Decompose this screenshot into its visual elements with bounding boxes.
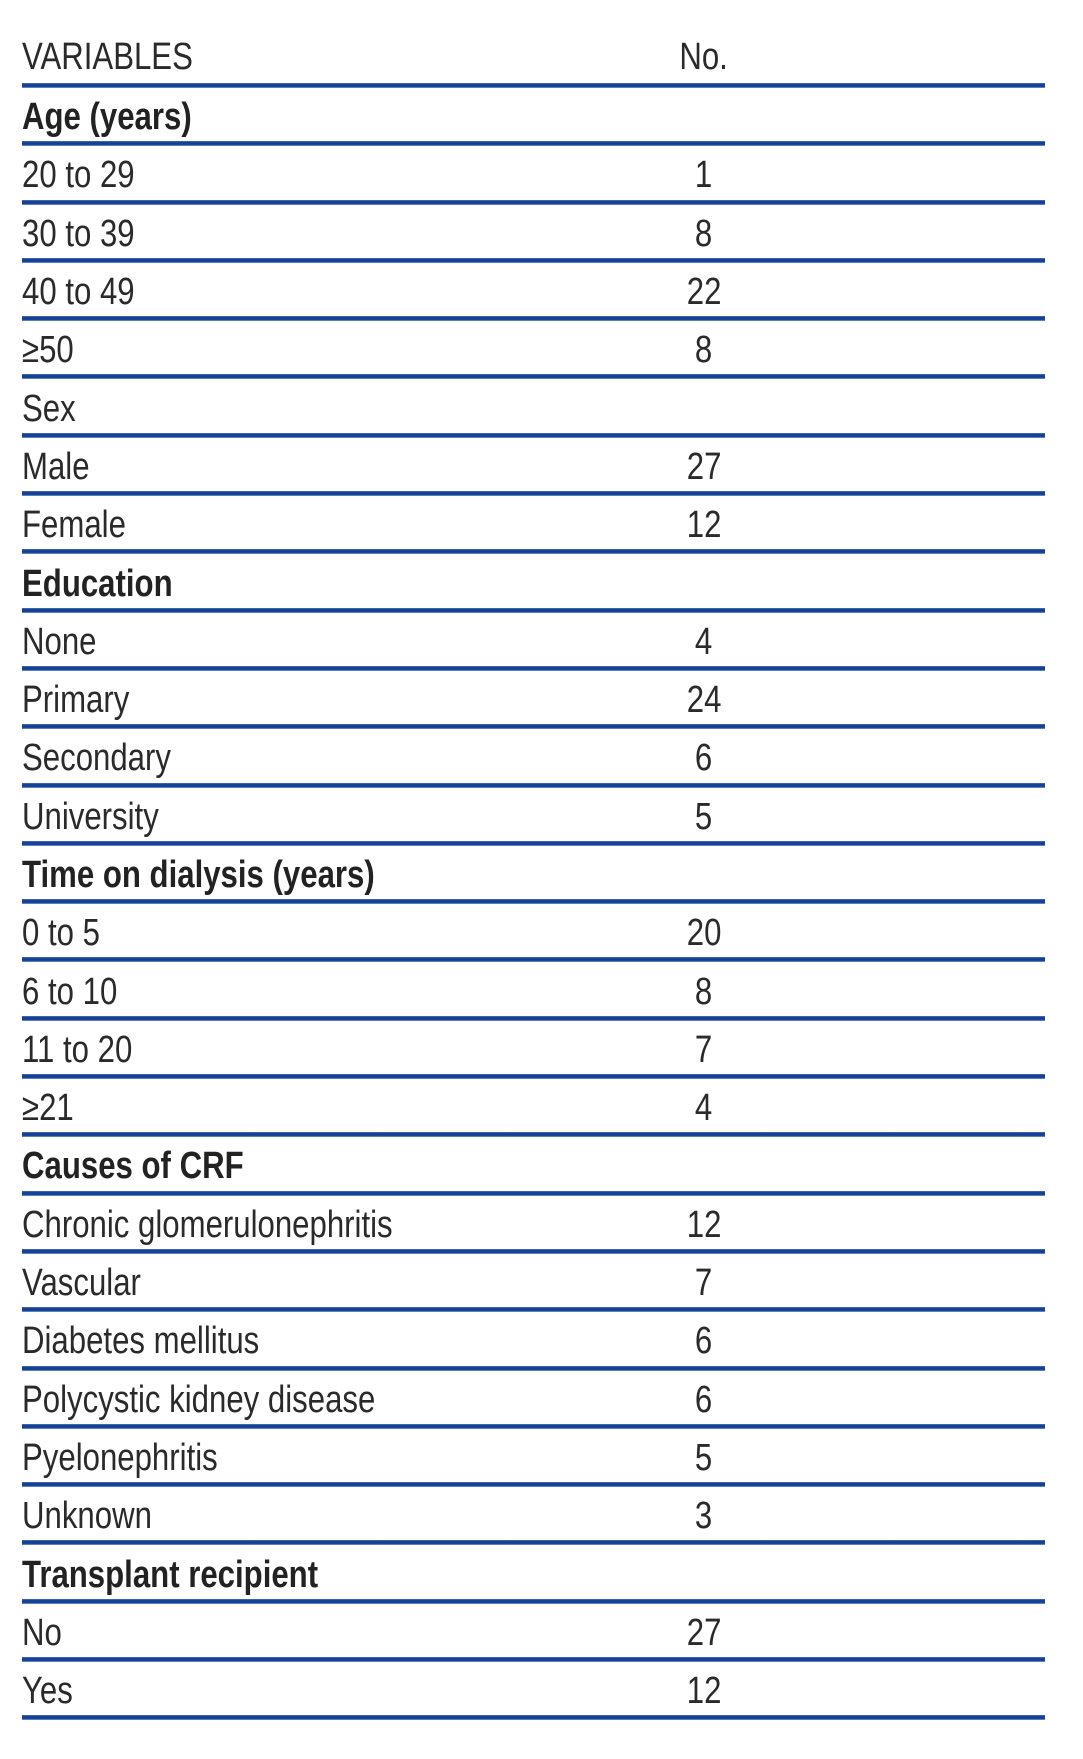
- row-label-cell: [22, 679, 604, 722]
- table-row: [22, 788, 1045, 846]
- header-variables-label: VARIABLES: [22, 36, 193, 78]
- row-label-cell: [22, 1670, 604, 1713]
- row-label-cell: [22, 387, 604, 430]
- row-value: 12: [686, 1670, 722, 1713]
- row-value: 8: [695, 212, 713, 255]
- table-row: [22, 613, 1045, 671]
- table-row: [22, 962, 1045, 1020]
- table-row: [22, 846, 1045, 904]
- row-label: Vascular: [22, 1262, 141, 1305]
- row-value: 6: [695, 1378, 713, 1421]
- row-value: 12: [686, 504, 722, 547]
- variables-table: [22, 34, 1045, 1720]
- row-label: No: [22, 1611, 62, 1654]
- row-value-cell: [604, 445, 804, 488]
- table-row: [22, 146, 1045, 204]
- table-row: [22, 904, 1045, 962]
- row-label-cell: [22, 620, 604, 663]
- row-value-cell: [604, 1611, 804, 1654]
- row-value-cell: [604, 912, 804, 955]
- row-label: University: [22, 795, 159, 838]
- row-label-cell: [22, 1553, 604, 1596]
- row-label: Age (years): [22, 96, 192, 139]
- row-value: 7: [695, 1028, 713, 1071]
- header-variables-cell: [22, 38, 604, 76]
- row-label-cell: [22, 1028, 604, 1071]
- row-value: 1: [695, 154, 713, 197]
- row-value-cell: [604, 1670, 804, 1713]
- row-label: Causes of CRF: [22, 1145, 244, 1188]
- row-label-cell: [22, 1436, 604, 1479]
- row-value: 27: [686, 445, 722, 488]
- row-label-cell: [22, 737, 604, 780]
- row-label: Yes: [22, 1670, 73, 1713]
- row-value-cell: [604, 154, 804, 197]
- row-label: ≥50: [22, 329, 74, 372]
- row-value-cell: [604, 856, 804, 894]
- row-value-cell: [604, 620, 804, 663]
- row-value: 12: [686, 1203, 722, 1246]
- table-row: [22, 729, 1045, 787]
- row-label-cell: [22, 562, 604, 605]
- row-label-cell: [22, 271, 604, 314]
- row-value: 7: [695, 1262, 713, 1305]
- table-row: [22, 1371, 1045, 1429]
- row-value: 4: [695, 620, 713, 663]
- row-label: Male: [22, 445, 90, 488]
- row-value: 5: [695, 795, 713, 838]
- row-value-cell: [604, 737, 804, 780]
- table-row: [22, 438, 1045, 496]
- row-value-cell: [604, 1147, 804, 1185]
- row-value: 8: [695, 329, 713, 372]
- row-value-cell: [604, 565, 804, 603]
- row-label: 6 to 10: [22, 970, 118, 1013]
- row-label-cell: [22, 856, 604, 894]
- row-label: Sex: [22, 387, 76, 430]
- table-row: [22, 1545, 1045, 1603]
- header-count-cell: [604, 38, 804, 76]
- row-label: Education: [22, 562, 173, 605]
- row-label-cell: [22, 912, 604, 955]
- row-label: 11 to 20: [22, 1028, 133, 1071]
- row-value-cell: [604, 390, 804, 428]
- table-row: [22, 1254, 1045, 1312]
- row-label-cell: [22, 329, 604, 372]
- table-row: [22, 263, 1045, 321]
- table-row: [22, 554, 1045, 612]
- table-row: [22, 496, 1045, 554]
- row-value: 20: [686, 912, 722, 955]
- row-label: Unknown: [22, 1495, 152, 1538]
- row-value: 27: [686, 1611, 722, 1654]
- table-row: [22, 1429, 1045, 1487]
- row-label: 40 to 49: [22, 271, 135, 314]
- row-value: 8: [695, 970, 713, 1013]
- row-label-cell: [22, 1495, 604, 1538]
- table-row: [22, 671, 1045, 729]
- table-row: [22, 1604, 1045, 1662]
- row-label: Pyelonephritis: [22, 1436, 218, 1479]
- row-label-cell: [22, 96, 604, 139]
- row-label-cell: [22, 212, 604, 255]
- row-label: Primary: [22, 679, 130, 722]
- row-label: Female: [22, 504, 126, 547]
- row-label-cell: [22, 1145, 604, 1188]
- row-value-cell: [604, 795, 804, 838]
- table-row: [22, 1137, 1045, 1195]
- row-label-cell: [22, 1262, 604, 1305]
- row-value: 24: [686, 679, 722, 722]
- row-value-cell: [604, 504, 804, 547]
- row-label-cell: [22, 1378, 604, 1421]
- table-row: [22, 1312, 1045, 1370]
- row-label-cell: [22, 970, 604, 1013]
- table-row: [22, 1079, 1045, 1137]
- row-value-cell: [604, 1028, 804, 1071]
- row-label: Polycystic kidney disease: [22, 1378, 376, 1421]
- row-label: ≥21: [22, 1087, 74, 1130]
- table-body: [22, 88, 1045, 1720]
- row-value: 5: [695, 1436, 713, 1479]
- row-label-cell: [22, 1203, 604, 1246]
- table-row: [22, 1487, 1045, 1545]
- row-label-cell: [22, 1320, 604, 1363]
- row-label: None: [22, 620, 97, 663]
- row-value: 4: [695, 1087, 713, 1130]
- table-row: [22, 379, 1045, 437]
- row-value-cell: [604, 1262, 804, 1305]
- table-header-row: [22, 34, 1045, 88]
- row-label: Diabetes mellitus: [22, 1320, 260, 1363]
- row-value-cell: [604, 271, 804, 314]
- row-label-cell: [22, 504, 604, 547]
- row-value-cell: [604, 1495, 804, 1538]
- row-label-cell: [22, 1611, 604, 1654]
- row-value-cell: [604, 1087, 804, 1130]
- row-label: Secondary: [22, 737, 171, 780]
- row-value-cell: [604, 1320, 804, 1363]
- row-value: 3: [695, 1495, 713, 1538]
- row-label-cell: [22, 154, 604, 197]
- row-label: Transplant recipient: [22, 1553, 319, 1596]
- table-row: [22, 1662, 1045, 1720]
- row-value-cell: [604, 329, 804, 372]
- row-value-cell: [604, 1378, 804, 1421]
- row-value-cell: [604, 212, 804, 255]
- row-label: 0 to 5: [22, 912, 100, 955]
- table-row: [22, 1196, 1045, 1254]
- row-value-cell: [604, 679, 804, 722]
- row-value: 6: [695, 737, 713, 780]
- row-value-cell: [604, 1556, 804, 1594]
- row-value-cell: [604, 970, 804, 1013]
- row-label: Time on dialysis (years): [22, 854, 375, 896]
- row-label: 20 to 29: [22, 154, 135, 197]
- row-label: Chronic glomerulonephritis: [22, 1203, 393, 1246]
- table-row: [22, 1021, 1045, 1079]
- row-label-cell: [22, 445, 604, 488]
- row-value: 6: [695, 1320, 713, 1363]
- table-row: [22, 205, 1045, 263]
- row-divider-rule: [22, 1715, 1045, 1720]
- row-value: 22: [686, 271, 722, 314]
- row-label-cell: [22, 795, 604, 838]
- row-value-cell: [604, 1203, 804, 1246]
- header-count-label: No.: [679, 36, 729, 78]
- row-label: 30 to 39: [22, 212, 135, 255]
- row-label-cell: [22, 1087, 604, 1130]
- row-value-cell: [604, 98, 804, 136]
- table-row: [22, 321, 1045, 379]
- row-value-cell: [604, 1436, 804, 1479]
- table-row: [22, 88, 1045, 146]
